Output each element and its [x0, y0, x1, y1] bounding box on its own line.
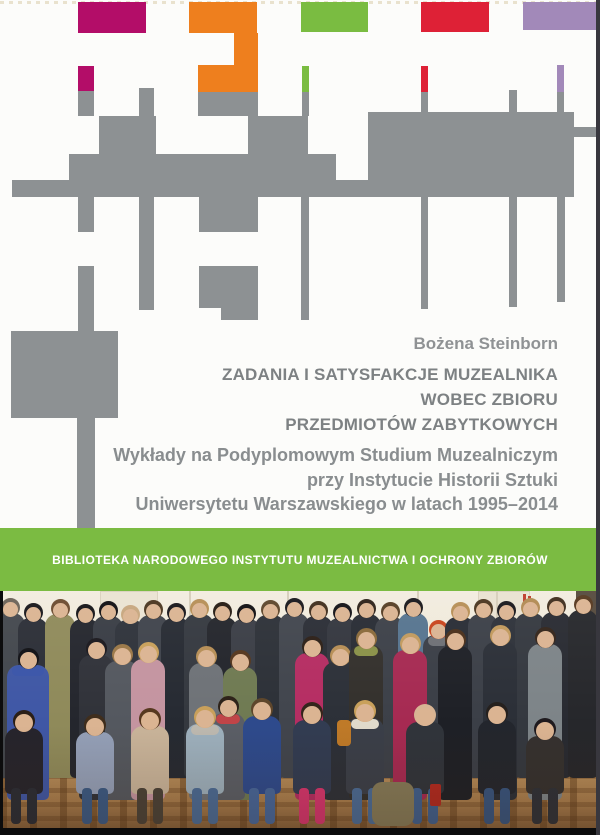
person-torso: [526, 736, 564, 794]
person-head: [303, 706, 321, 724]
person-torso: [131, 726, 169, 794]
pixel-block-magenta: [78, 66, 94, 91]
person-head: [239, 608, 254, 623]
pixel-block-gray: [509, 197, 517, 307]
pixel-block-gray: [248, 116, 308, 154]
pixel-block-orange: [189, 2, 257, 33]
person-head: [335, 607, 350, 622]
person-head: [332, 649, 349, 666]
pixel-block-gray: [12, 180, 574, 197]
pixel-block-orange: [198, 65, 258, 92]
pixel-block-gray: [221, 308, 258, 320]
person-head: [402, 637, 419, 654]
person-leg: [137, 788, 147, 824]
pixel-block-red: [421, 66, 428, 92]
pixel-block-purple: [523, 2, 596, 30]
person-leg: [299, 788, 309, 824]
title-line: WOBEC ZBIORU: [420, 390, 558, 409]
pixel-block-gray: [574, 127, 596, 137]
person-head: [499, 605, 514, 620]
book-subtitle: [113, 443, 558, 517]
person-head: [232, 654, 249, 671]
pixel-block-gray: [139, 88, 154, 116]
photo-accent: [337, 720, 351, 746]
person-leg: [315, 788, 325, 824]
person-head: [20, 652, 37, 669]
person-head: [287, 602, 302, 617]
series-banner-text: BIBLIOTEKA NARODOWEGO INSTYTUTU MUZEALNICTWA I OCHRONY ZBIORÓW: [52, 552, 548, 567]
photo-accent: [372, 782, 414, 826]
person-head: [536, 722, 554, 740]
person-head: [253, 702, 271, 720]
pixel-block-gray: [301, 197, 309, 320]
pixel-block-gray: [557, 197, 565, 302]
photo-accent: [430, 784, 441, 806]
person-head: [406, 602, 421, 617]
person-leg: [27, 788, 37, 824]
person-torso: [5, 728, 43, 794]
pixel-block-green: [302, 66, 309, 92]
person-head: [304, 640, 321, 657]
person-head: [141, 712, 159, 730]
series-banner: [0, 528, 600, 591]
person-leg: [500, 788, 510, 824]
pixel-block-gray: [78, 197, 94, 232]
person-head: [431, 624, 446, 639]
photo-border-bottom: [0, 828, 600, 835]
pixel-block-gray: [199, 197, 258, 232]
pixel-block-gray: [78, 91, 94, 116]
person-head: [78, 608, 93, 623]
person-leg: [548, 788, 558, 824]
person-torso: [478, 720, 516, 794]
person-head: [383, 606, 398, 621]
person-head: [523, 602, 538, 617]
person-head: [196, 710, 214, 728]
pixel-block-orange: [234, 33, 258, 65]
person-torso: [568, 610, 598, 778]
pixel-block-purple: [557, 65, 564, 92]
person-leg: [82, 788, 92, 824]
title-line: PRZEDMIOTÓW ZABYTKOWYCH: [285, 415, 558, 434]
pixel-block-gray: [78, 266, 94, 332]
person-head: [492, 629, 509, 646]
person-head: [192, 603, 207, 618]
photo-border-left: [0, 591, 3, 835]
pixel-block-gray: [198, 92, 258, 116]
person-leg: [153, 788, 163, 824]
person-torso: [76, 732, 114, 794]
pixel-block-gray: [11, 331, 118, 418]
title-line: ZADANIA I SATYSFAKCJE MUZEALNIKA: [221, 365, 558, 384]
person-leg: [98, 788, 108, 824]
person-head: [26, 607, 41, 622]
author-name: Bożena Steinborn: [413, 334, 558, 353]
book-title: [222, 362, 558, 437]
pixel-block-gray: [302, 92, 309, 116]
person-head: [88, 642, 105, 659]
person-head: [537, 631, 554, 648]
pixel-block-gray: [509, 90, 517, 114]
person-head: [215, 606, 230, 621]
person-leg: [208, 788, 218, 824]
pixel-block-gray: [139, 197, 154, 310]
person-head: [198, 650, 215, 667]
person-head: [53, 603, 68, 618]
person-head: [359, 603, 374, 618]
group-photo: [0, 591, 600, 835]
person-head: [140, 646, 157, 663]
person-head: [146, 604, 161, 619]
person-leg: [532, 788, 542, 824]
person-torso: [293, 720, 331, 794]
person-leg: [484, 788, 494, 824]
person-head: [3, 602, 18, 617]
person-torso: [243, 716, 281, 794]
person-head: [356, 704, 374, 722]
person-head: [114, 648, 131, 665]
person-head: [476, 603, 491, 618]
person-head: [447, 633, 464, 650]
pixel-block-red: [421, 2, 489, 32]
person-head: [86, 718, 104, 736]
pixel-block-gray: [421, 92, 428, 114]
person-head: [488, 706, 506, 724]
person-head: [15, 714, 33, 732]
person-leg: [11, 788, 21, 824]
pixel-block-gray: [77, 418, 95, 528]
pixel-block-gray: [99, 116, 156, 154]
pixel-block-magenta: [78, 2, 146, 33]
person-head: [453, 606, 468, 621]
person-head: [416, 708, 434, 726]
person-head: [123, 609, 138, 624]
person-leg: [352, 788, 362, 824]
person-head: [358, 632, 375, 649]
person-head: [263, 604, 278, 619]
pixel-block-green: [301, 2, 368, 32]
subtitle-line: przy Instytucie Historii Sztuki: [306, 469, 558, 490]
subtitle-line: Wykłady na Podyplomowym Studium Muzealniczym: [113, 445, 558, 465]
page-edge-right: [596, 0, 600, 835]
person-head: [220, 700, 237, 717]
person-head: [169, 607, 184, 622]
pixel-block-gray: [421, 197, 428, 309]
pixel-block-gray: [199, 266, 258, 308]
person-leg: [265, 788, 275, 824]
person-head: [101, 605, 116, 620]
person-head: [549, 601, 564, 616]
person-head: [311, 605, 326, 620]
person-head: [576, 599, 591, 614]
subtitle-line: Uniwersytetu Warszawskiego w latach 1995–2014: [135, 494, 558, 514]
person-leg: [192, 788, 202, 824]
pixel-block-gray: [557, 92, 564, 114]
person-leg: [249, 788, 259, 824]
